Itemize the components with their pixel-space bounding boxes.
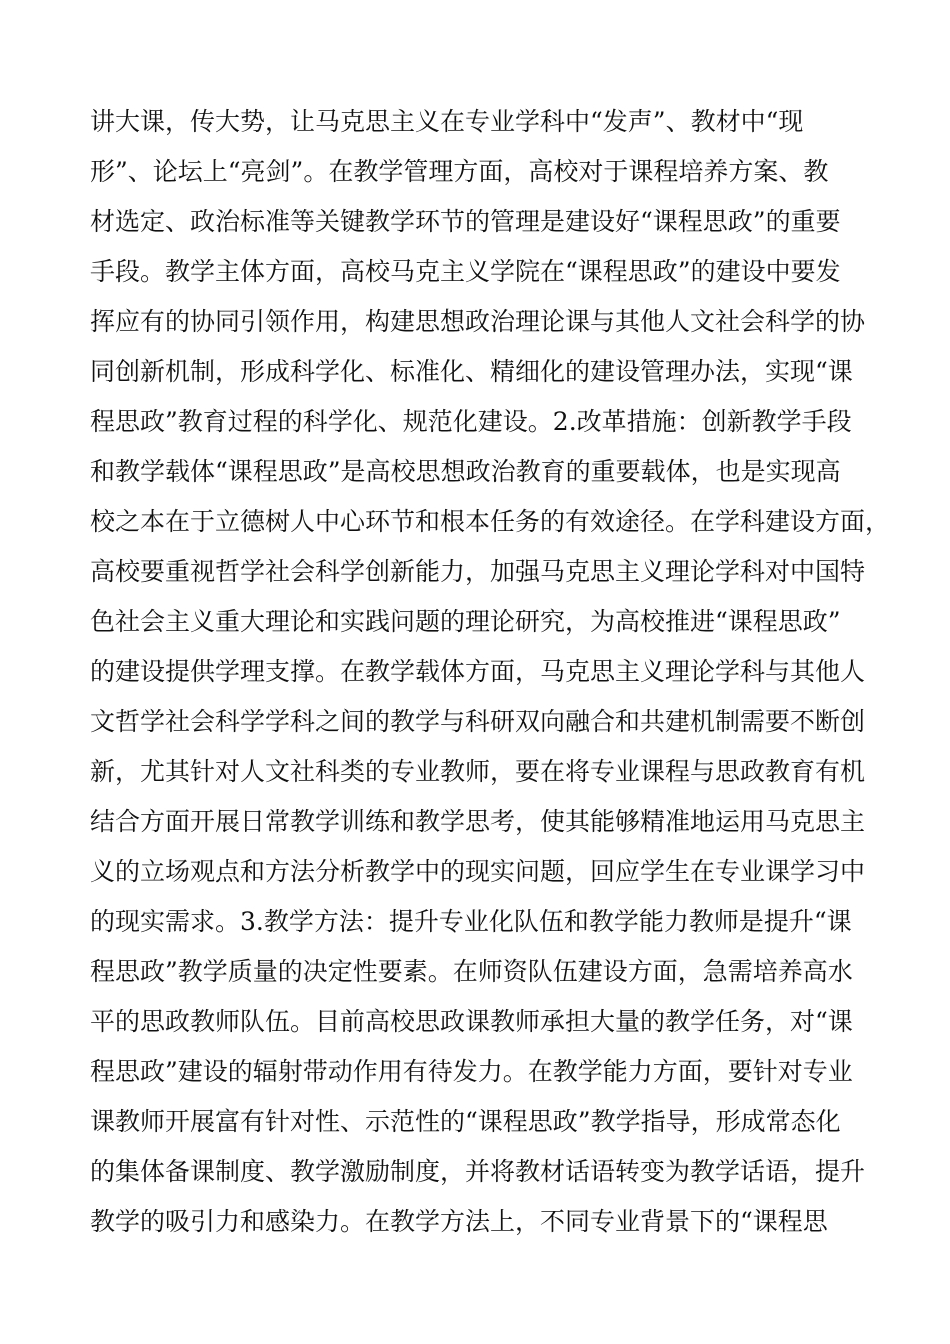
text-line-10: 高校要重视哲学社会科学创新能力，加强马克思主义理论学科对中国特 (90, 557, 866, 586)
text-line-13: 文哲学社会科学学科之间的教学与科研双向融合和共建机制需要不断创 (90, 707, 866, 736)
text-line-4: 手段。教学主体方面，高校马克主义学院在“课程思政”的建设中要发 (90, 257, 841, 286)
text-line-12: 的建设提供学理支撑。在教学载体方面，马克思主义理论学科与其他人 (90, 657, 866, 686)
text-line-21: 课教师开展富有针对性、示范性的“课程思政”教学指导，形成常态化 (90, 1107, 841, 1136)
text-line-8: 和教学载体“课程思政”是高校思想政治教育的重要载体，也是实现高 (90, 457, 841, 486)
text-line-1: 讲大课，传大势，让马克思主义在专业学科中“发声”、教材中“现 (90, 107, 804, 136)
text-line-22: 的集体备课制度、教学激励制度，并将教材话语转变为教学话语，提升 (90, 1157, 866, 1186)
text-line-19: 平的思政教师队伍。目前高校思政课教师承担大量的教学任务，对“课 (90, 1007, 853, 1036)
text-line-9: 校之本在于立德树人中心环节和根本任务的有效途径。在学科建设方面， (90, 507, 891, 536)
text-line-5: 挥应有的协同引领作用，构建思想政治理论课与其他人文社会科学的协 (90, 307, 866, 336)
text-line-20: 程思政”建设的辐射带动作用有待发力。在教学能力方面，要针对专业 (90, 1057, 853, 1086)
text-line-14: 新，尤其针对人文社科类的专业教师，要在将专业课程与思政教育有机 (90, 757, 866, 786)
text-line-23: 教学的吸引力和感染力。在教学方法上，不同专业背景下的“课程思 (90, 1207, 828, 1236)
text-line-6: 同创新机制，形成科学化、标准化、精细化的建设管理办法，实现“课 (90, 357, 853, 386)
text-line-18: 程思政”教学质量的决定性要素。在师资队伍建设方面，急需培养高水 (90, 957, 853, 986)
text-line-11: 色社会主义重大理论和实践问题的理论研究，为高校推进“课程思政” (90, 607, 841, 636)
text-line-7: 程思政”教育过程的科学化、规范化建设。2.改革措施：创新教学手段 (90, 407, 852, 436)
text-line-3: 材选定、政治标准等关键教学环节的管理是建设好“课程思政”的重要 (90, 207, 841, 236)
text-line-2: 形”、论坛上“亮剑”。在教学管理方面，高校对于课程培养方案、教 (90, 157, 829, 186)
text-line-17: 的现实需求。3.教学方法：提升专业化队伍和教学能力教师是提升“课 (90, 907, 852, 936)
text-line-16: 义的立场观点和方法分析教学中的现实问题，回应学生在专业课学习中 (90, 857, 866, 886)
text-line-15: 结合方面开展日常教学训练和教学思考，使其能够精准地运用马克思主 (90, 807, 866, 836)
